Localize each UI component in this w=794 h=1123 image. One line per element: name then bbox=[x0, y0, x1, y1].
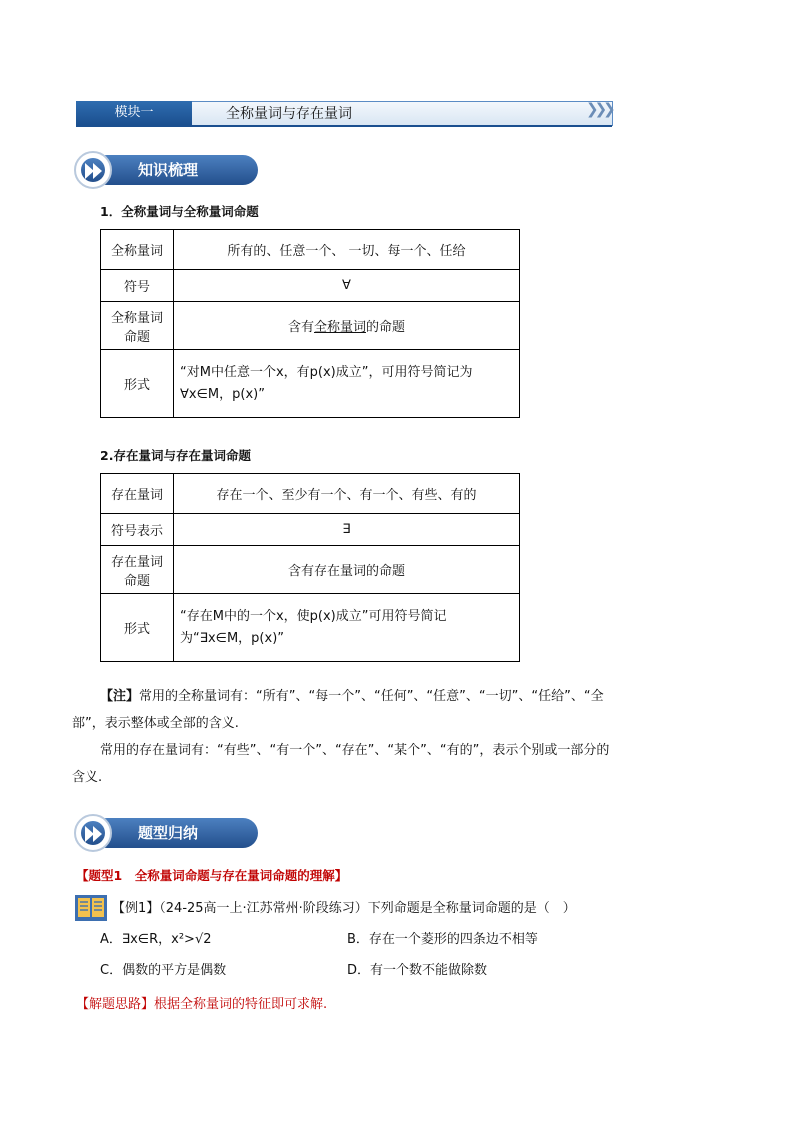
note-text: 常用的全称量词有：“所有”、“每一个”、“任何”、“任意”、“一切”、“任给”、“全 bbox=[139, 689, 604, 704]
table-cell-value: 所有的、任意一个、 一切、每一个、任给 bbox=[174, 230, 520, 270]
module-underline bbox=[76, 125, 612, 127]
book-icon bbox=[74, 893, 108, 923]
table-row bbox=[101, 350, 520, 418]
table-cell-key: 存在量词 bbox=[101, 474, 174, 514]
note-line bbox=[100, 683, 730, 710]
note-tag: 【注】 bbox=[100, 689, 140, 704]
chevron-right-icon: ❯❯❯ bbox=[586, 100, 612, 118]
table-cell-key: 存在量词命题 bbox=[101, 546, 174, 594]
existential-table bbox=[100, 473, 520, 662]
section-types-pill bbox=[92, 818, 258, 848]
table-cell-value bbox=[174, 302, 520, 350]
table-row bbox=[101, 302, 520, 350]
table-cell-key: 符号表示 bbox=[101, 514, 174, 546]
section-knowledge-pill bbox=[92, 155, 258, 185]
part2-heading: 2.存在量词与存在量词命题 bbox=[100, 448, 251, 463]
question-stem: 【例1】（24-25高一上·江苏常州·阶段练习）下列命题是全称量词命题的是（ ） bbox=[112, 901, 576, 916]
table-cell-value: ∃ bbox=[174, 514, 520, 546]
table-cell-key: 形式 bbox=[101, 594, 174, 662]
note-paragraph bbox=[72, 683, 730, 791]
table-row bbox=[101, 514, 520, 546]
option-c: C．偶数的平方是偶数 bbox=[100, 963, 227, 978]
section-types-title: 题型归纳 bbox=[138, 824, 199, 842]
table-cell-key: 符号 bbox=[101, 270, 174, 302]
module-tag: 模块一 bbox=[76, 101, 192, 125]
hint-text: 根据全称量词的特征即可求解. bbox=[154, 997, 328, 1012]
text-span: 的命题 bbox=[366, 320, 406, 335]
option-a: A．∃x∈R，x²>√2 bbox=[100, 932, 212, 947]
solution-hint bbox=[76, 991, 327, 1018]
table-row bbox=[101, 474, 520, 514]
table-row bbox=[101, 594, 520, 662]
play-arrow-icon bbox=[74, 151, 112, 189]
question-type-title: 【题型1 全称量词命题与存在量词命题的理解】 bbox=[76, 868, 348, 883]
module-title: 全称量词与存在量词 bbox=[226, 106, 352, 122]
hint-tag: 【解题思路】 bbox=[76, 997, 155, 1012]
table-cell-key: 全称量词 bbox=[101, 230, 174, 270]
table-cell-value: 存在一个、至少有一个、有一个、有些、有的 bbox=[174, 474, 520, 514]
table-row bbox=[101, 546, 520, 594]
play-arrow-icon bbox=[74, 814, 112, 852]
underlined-text: 全称量词 bbox=[313, 320, 366, 335]
table-cell-value: 含有存在量词的命题 bbox=[174, 546, 520, 594]
text-span: 含有 bbox=[287, 320, 314, 335]
table-cell-value: “对M中任意一个x，有p(x)成立”，可用符号简记为∀x∈M，p(x)” bbox=[174, 350, 520, 418]
table-cell-key: 全称量词命题 bbox=[101, 302, 174, 350]
section-knowledge-title: 知识梳理 bbox=[138, 161, 199, 179]
table-cell-value: “存在M中的一个x，使p(x)成立”可用符号简记为“∃x∈M，p(x)” bbox=[174, 594, 520, 662]
option-b: B．存在一个菱形的四条边不相等 bbox=[347, 932, 538, 947]
universal-table bbox=[100, 229, 520, 418]
option-d: D．有一个数不能做除数 bbox=[347, 963, 488, 978]
table-cell-key: 形式 bbox=[101, 350, 174, 418]
table-row bbox=[101, 230, 520, 270]
table-row bbox=[101, 270, 520, 302]
note-line: 含义. bbox=[72, 770, 103, 785]
part1-heading: 1．全称量词与全称量词命题 bbox=[100, 204, 259, 219]
table-cell-value: ∀ bbox=[174, 270, 520, 302]
note-line: 部”，表示整体或全部的含义. bbox=[72, 716, 239, 731]
note-line: 常用的存在量词有：“有些”、“有一个”、“存在”、“某个”、“有的”，表示个别或一部分的 bbox=[100, 743, 610, 758]
